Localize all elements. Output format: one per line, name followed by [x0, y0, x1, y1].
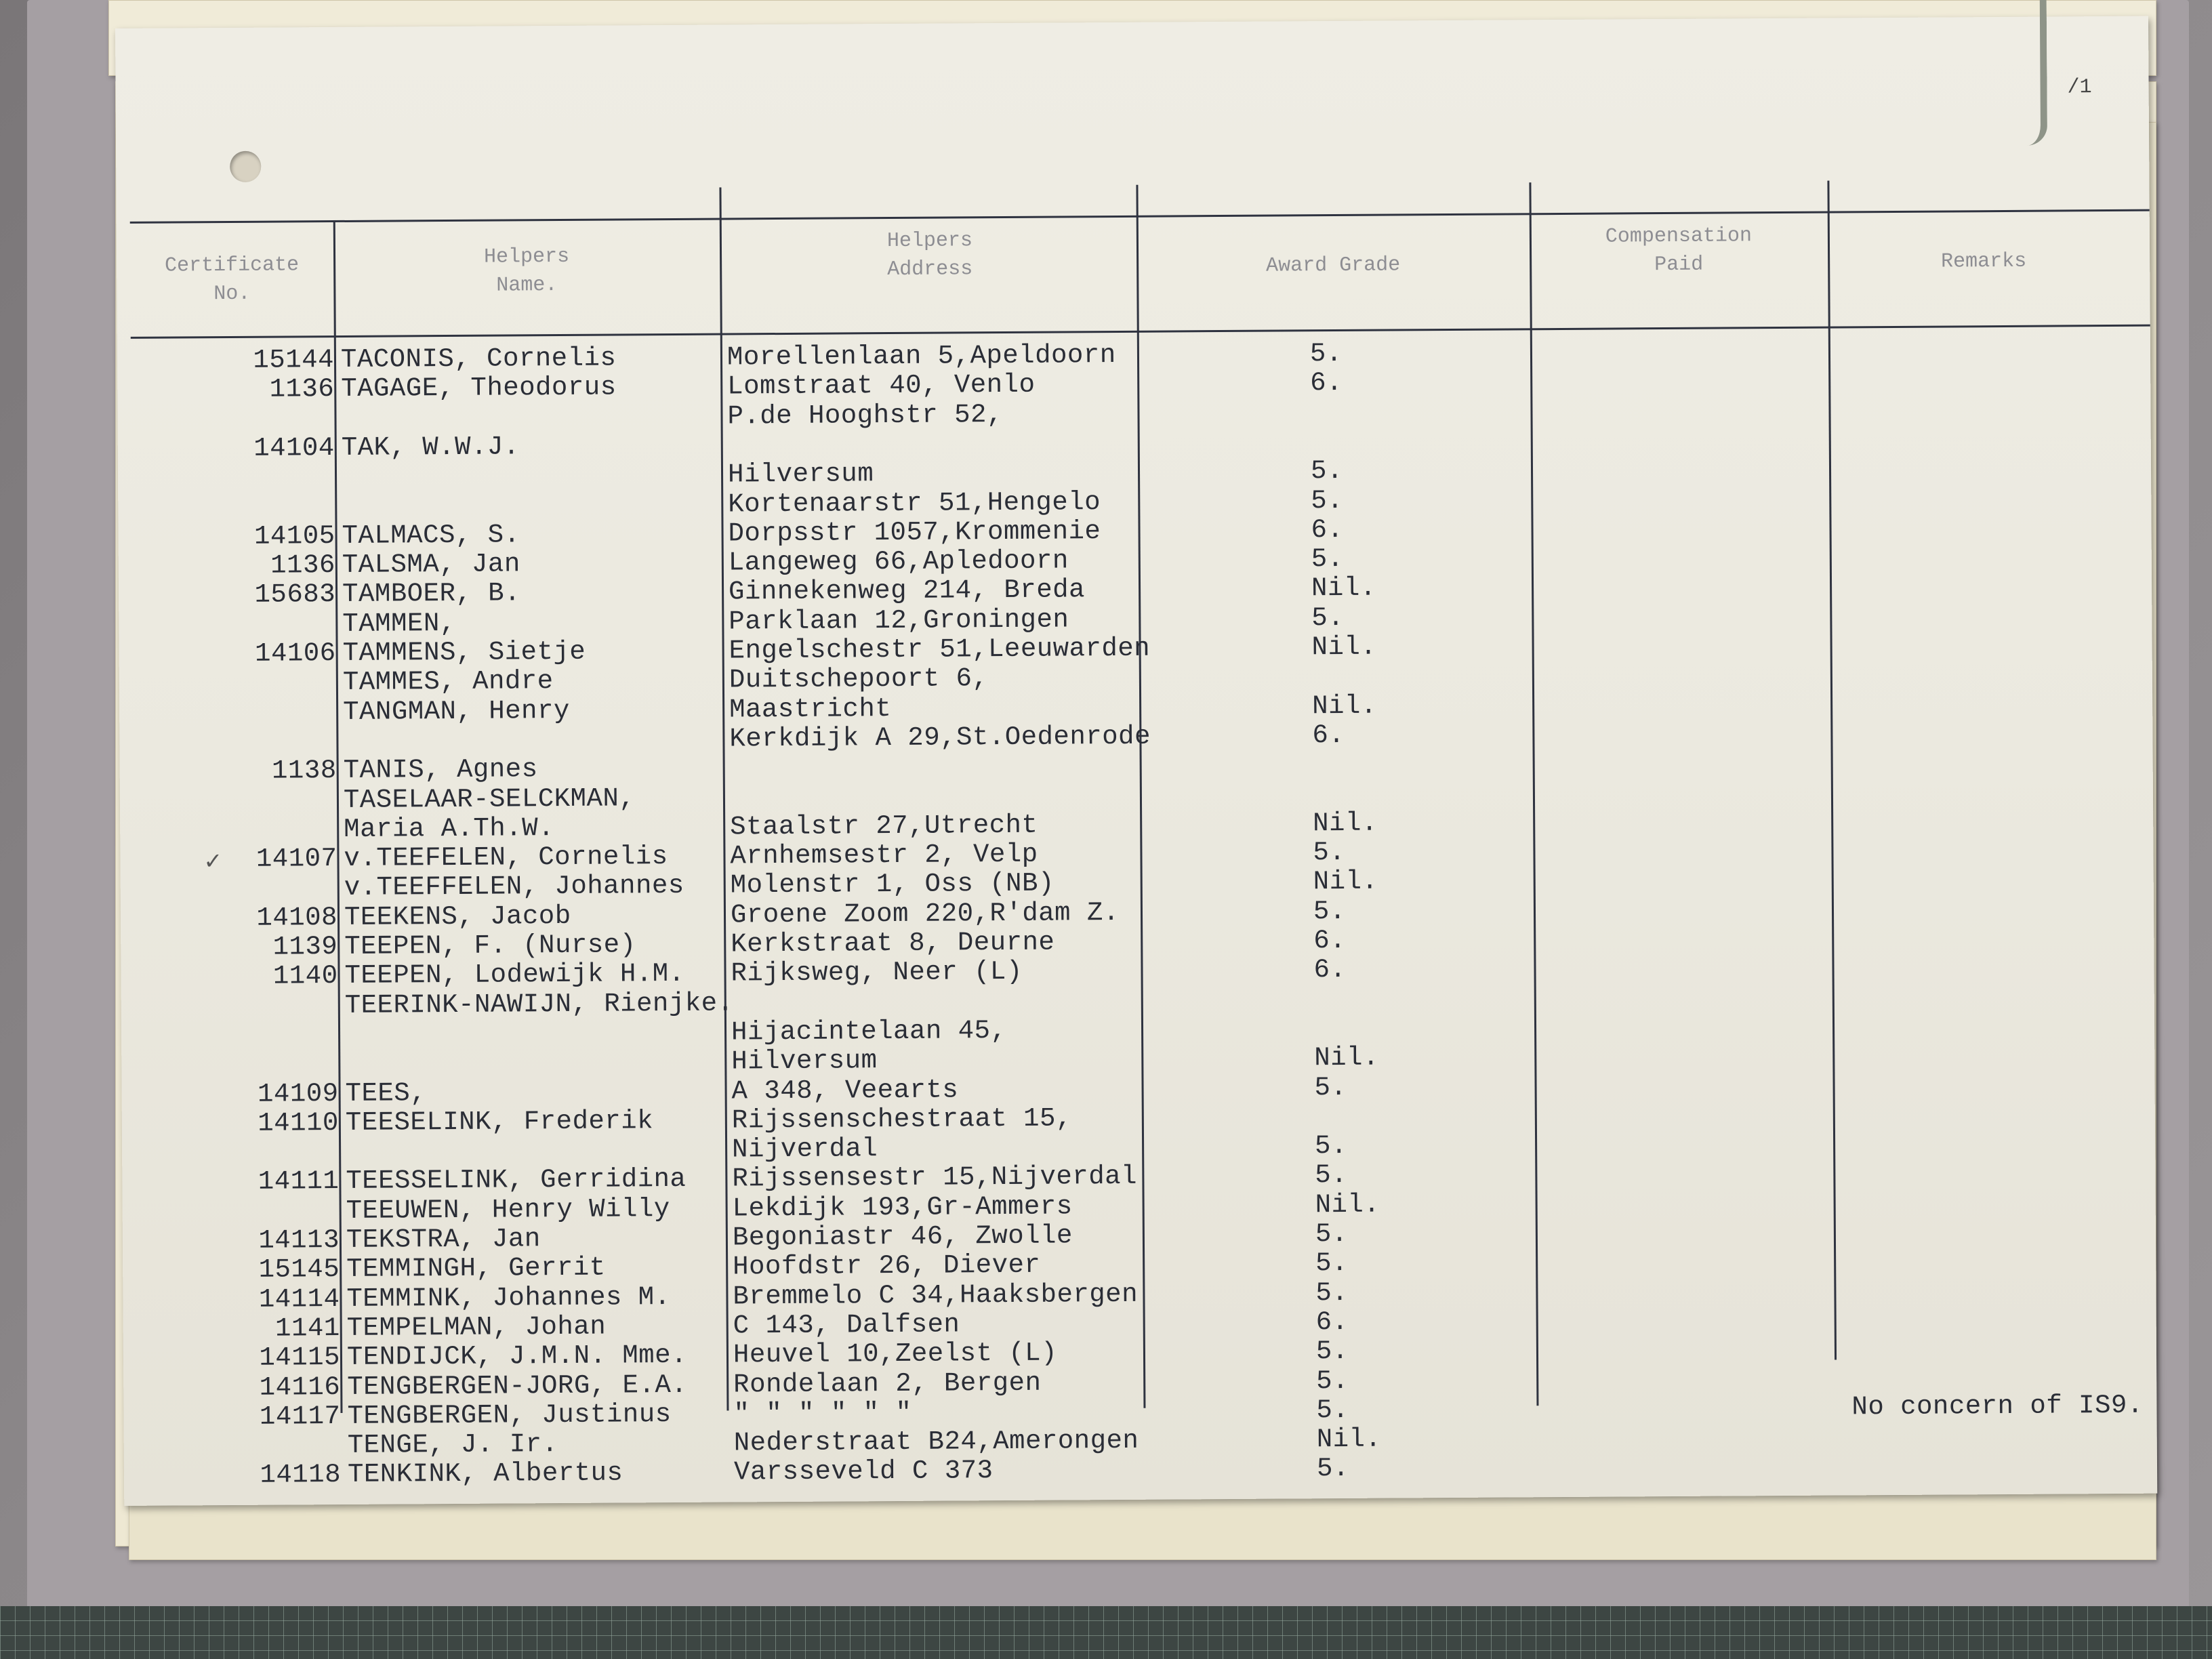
grade-cell: 5.: [1315, 1218, 1348, 1250]
certificate-cell: 14116: [259, 1372, 341, 1403]
certificate-cell: 14106: [254, 638, 336, 669]
cutting-mat: [0, 1606, 2212, 1659]
binding-string: [2013, 0, 2047, 146]
grade-cell: Nil.: [1311, 573, 1376, 604]
address-cell: P.de Hooghstr 52,: [727, 399, 1004, 432]
header-certificate: Certificate No.: [165, 253, 300, 306]
address-cell: Kerkstraat 8, Deurne: [731, 927, 1055, 960]
address-cell: Maastricht: [729, 693, 892, 725]
header-name: Helpers Name.: [483, 245, 570, 298]
name-cell: TANIS, Agnes: [343, 754, 538, 786]
page-number: /1: [2067, 76, 2092, 100]
grade-cell: 5.: [1314, 1072, 1347, 1103]
name-cell: v.TEEFELEN, Cornelis: [344, 842, 668, 874]
certificate-cell: 1140: [272, 961, 338, 991]
certificate-cell: 14109: [257, 1078, 339, 1109]
certificate-cell: 14113: [258, 1225, 340, 1256]
address-cell: Duitschepoort 6,: [729, 663, 989, 695]
name-cell: TAMMES, Andre: [342, 666, 554, 698]
name-cell: TASELAAR-SELCKMAN,: [343, 783, 636, 815]
name-cell: TANGMAN, Henry: [343, 695, 570, 727]
name-cell: TEEKENS, Jacob: [344, 901, 571, 933]
grade-cell: 6.: [1315, 1307, 1349, 1338]
name-cell: v.TEEFFELEN, Johannes: [344, 871, 684, 903]
name-cell: TENGBERGEN-JORG, E.A.: [347, 1370, 688, 1402]
certificate-cell: 15145: [258, 1254, 340, 1286]
certificate-cell: 1141: [274, 1313, 340, 1344]
grade-cell: 5.: [1315, 1160, 1348, 1191]
certificate-cell: 14108: [256, 902, 338, 933]
name-cell: TALSMA, Jan: [342, 549, 520, 581]
name-cell: TEERINK-NAWIJN, Rienjke.: [344, 988, 734, 1021]
grade-cell: Nil.: [1312, 691, 1377, 721]
address-cell: Nijverdal: [731, 1134, 878, 1165]
name-cell: TAK, W.W.J.: [341, 432, 520, 463]
name-cell: TEMMINGH, Gerrit: [346, 1252, 606, 1285]
certificate-cell: 14104: [253, 432, 335, 464]
grade-cell: 6.: [1312, 720, 1345, 751]
address-cell: Hoofdstr 26, Diever: [733, 1250, 1041, 1282]
certificate-cell: 14115: [259, 1343, 341, 1373]
name-cell: TEMMINK, Johannes M.: [346, 1282, 671, 1314]
grade-cell: 6.: [1310, 368, 1343, 398]
address-cell: C 143, Dalfsen: [733, 1309, 960, 1341]
grade-cell: Nil.: [1314, 1042, 1380, 1073]
certificate-cell: 14114: [258, 1284, 340, 1315]
certificate-cell: 14105: [253, 520, 335, 552]
remarks-cell: No concern of IS9.: [1851, 1390, 2144, 1422]
address-cell: " " " " " ": [733, 1397, 912, 1429]
name-cell: TEES,: [345, 1078, 427, 1109]
header-address: Helpers Address: [886, 229, 973, 282]
address-cell: Hijacintelaan 45,: [731, 1015, 1007, 1048]
grade-cell: 6.: [1313, 925, 1347, 956]
grade-cell: 5.: [1315, 1248, 1349, 1279]
name-cell: TEEUWEN, Henry Willy: [346, 1193, 670, 1226]
name-cell: TENDIJCK, J.M.N. Mme.: [346, 1340, 688, 1373]
address-cell: Hilversum: [731, 1046, 878, 1077]
grade-cell: 5.: [1316, 1395, 1349, 1426]
address-cell: Hilversum: [727, 459, 874, 490]
certificate-cell: 15144: [253, 345, 335, 375]
name-cell: TENGE, J. Ir.: [347, 1429, 558, 1461]
address-cell: Nederstraat B24,Amerongen: [733, 1425, 1139, 1458]
certificate-cell: 1136: [269, 374, 335, 405]
header-grade: Award Grade: [1266, 253, 1401, 278]
grade-cell: 5.: [1316, 1454, 1349, 1484]
name-cell: Maria A.Th.W.: [344, 813, 555, 844]
grade-cell: Nil.: [1315, 1189, 1380, 1220]
header-remarks: Remarks: [1941, 249, 2027, 274]
name-cell: TAMMENS, Sietje: [342, 636, 586, 668]
grade-cell: 5.: [1316, 1366, 1349, 1396]
grade-cell: 5.: [1315, 1277, 1349, 1308]
address-cell: Begoniastr 46, Zwolle: [732, 1221, 1073, 1253]
address-cell: Lomstraat 40, Venlo: [727, 370, 1036, 402]
grade-cell: 5.: [1310, 456, 1343, 487]
certificate-cell: 14111: [258, 1166, 340, 1197]
grade-cell: Nil.: [1311, 632, 1377, 663]
grade-cell: Nil.: [1316, 1424, 1382, 1455]
address-cell: Varsseveld C 373: [733, 1456, 994, 1488]
address-cell: Kerkdijk A 29,St.Oedenrode: [729, 721, 1151, 754]
certificate-cell: 1138: [271, 756, 337, 786]
header-top-rule: [130, 209, 2150, 224]
address-cell: Molenstr 1, Oss (NB): [730, 868, 1054, 901]
certificate-cell: 14117: [259, 1401, 341, 1432]
grade-cell: 5.: [1311, 544, 1344, 575]
certificate-cell: 1139: [272, 932, 338, 962]
name-cell: TENKINK, Albertus: [347, 1458, 623, 1490]
grade-cell: 5.: [1314, 1131, 1348, 1162]
address-cell: Engelschestr 51,Leeuwarden: [729, 633, 1151, 666]
address-cell: Rijksweg, Neer (L): [731, 957, 1023, 989]
grade-cell: Nil.: [1313, 808, 1378, 839]
certificate-cell: 14118: [260, 1460, 342, 1491]
header-compensation: Compensation Paid: [1605, 224, 1753, 277]
address-cell: Kortenaarstr 51,Hengelo: [728, 487, 1101, 519]
name-cell: TALMACS, S.: [342, 520, 520, 551]
address-cell: Groene Zoom 220,R'dam Z.: [730, 897, 1120, 930]
name-cell: TAGAGE, Theodorus: [341, 372, 617, 405]
certificate-cell: 1136: [270, 550, 335, 581]
grade-cell: 5.: [1309, 338, 1343, 369]
address-cell: Lekdijk 193,Gr-Ammers: [732, 1191, 1073, 1224]
grade-cell: 6.: [1313, 955, 1347, 985]
name-cell: TAMBOER, B.: [342, 578, 521, 610]
name-cell: TEESSELINK, Gerridina: [346, 1164, 687, 1197]
name-cell: TAMMEN,: [342, 608, 456, 639]
grade-cell: 5.: [1311, 485, 1344, 516]
name-cell: TACONIS, Cornelis: [340, 343, 617, 375]
address-cell: A 348, Veearts: [731, 1074, 959, 1106]
address-cell: Rondelaan 2, Bergen: [733, 1368, 1042, 1399]
address-cell: Heuvel 10,Zeelst (L): [733, 1338, 1058, 1370]
grade-cell: 6.: [1311, 514, 1344, 546]
name-cell: TEEPEN, F. (Nurse): [344, 930, 636, 962]
address-cell: Arnhemsestr 2, Velp: [730, 839, 1038, 872]
certificate-cell: 14107: [255, 844, 337, 874]
grade-cell: 5.: [1313, 838, 1346, 868]
address-cell: Morellenlaan 5,Apeldoorn: [726, 340, 1116, 373]
register-sheet: [115, 16, 2157, 1506]
certificate-cell: 15683: [254, 579, 336, 611]
address-cell: Rijssenschestraat 15,: [731, 1103, 1072, 1136]
punch-hole: [230, 151, 261, 182]
grade-cell: 5.: [1315, 1336, 1349, 1367]
check-mark: ✓: [205, 848, 221, 878]
name-cell: TEKSTRA, Jan: [346, 1224, 541, 1255]
address-cell: Ginnekenweg 214, Breda: [728, 575, 1086, 607]
address-cell: Bremmelo C 34,Haaksbergen: [733, 1279, 1139, 1312]
address-cell: Staalstr 27,Utrecht: [730, 810, 1038, 842]
name-cell: TENGBERGEN, Justinus: [347, 1399, 672, 1431]
grade-cell: Nil.: [1313, 867, 1378, 897]
name-cell: TEMPELMAN, Johan: [346, 1311, 607, 1343]
address-cell: Parklaan 12,Groningen: [729, 605, 1069, 637]
certificate-cell: 14110: [258, 1107, 340, 1139]
grade-cell: 5.: [1311, 602, 1345, 633]
address-cell: Rijssensestr 15,Nijverdal: [732, 1162, 1138, 1194]
grade-cell: 5.: [1313, 896, 1346, 926]
name-cell: TEESELINK, Frederik: [345, 1105, 654, 1138]
name-cell: TEEPEN, Lodewijk H.M.: [344, 959, 685, 991]
address-cell: Dorpsstr 1057,Krommenie: [728, 516, 1101, 549]
address-cell: Langeweg 66,Apledoorn: [728, 546, 1069, 578]
